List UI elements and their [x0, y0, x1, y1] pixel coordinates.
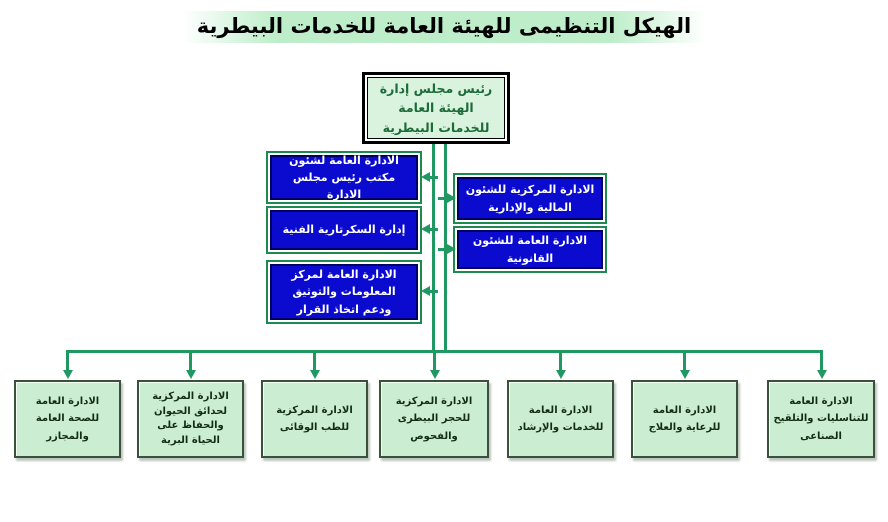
node-chairman-office-affairs-label: الادارة العامة لشئون مكتب رئيس مجلس الادارة [289, 153, 399, 202]
node-chairman-office-affairs [270, 155, 418, 200]
drop-line-1 [66, 350, 69, 371]
node-chairman-label: رئيس مجلس إدارة الهيئة العامة للخدمات البيطرية [379, 80, 493, 135]
drop-arrow-4 [430, 370, 440, 379]
drop-arrow-7 [817, 370, 827, 379]
drop-arrow-6 [680, 370, 690, 379]
dept-preventive-medicine-label: الادارة المركزية للطب الوقائى [276, 404, 353, 433]
node-technical-secretariat [270, 210, 418, 250]
node-information-center [270, 264, 418, 320]
dept-zoos-wildlife-label: الادارة المركزية لحدائق الحيوان والحفاظ على الحياة البرية [152, 391, 229, 446]
drop-arrow-5 [556, 370, 566, 379]
dept-veterinary-quarantine-label: الادارة المركزية للحجر البيطرى والفحوص [395, 395, 473, 442]
node-financial-admin-affairs-label: الادارة المركزية للشئون المالية والإدارية [465, 183, 595, 214]
branch-arrow-information-center [421, 286, 430, 296]
drop-line-6 [683, 350, 686, 371]
title-highlight: الهيكل التنظيمى للهيئة العامة للخدمات البيطرية [183, 11, 705, 43]
distribution-line [66, 350, 823, 353]
dept-public-health-slaughterhouses-label: الادارة العامة للصحة العامة والمجازر [35, 395, 100, 442]
drop-arrow-1 [63, 370, 73, 379]
drop-line-2 [189, 350, 192, 371]
node-legal-affairs [457, 230, 603, 269]
drop-line-5 [559, 350, 562, 371]
dept-care-treatment [631, 380, 738, 458]
branch-arrow-legal-affairs [447, 244, 456, 254]
node-technical-secretariat-label: إدارة السكرتارية الفنية [282, 223, 406, 237]
dept-services-guidance-label: الادارة العامة للخدمات والإرشاد [517, 404, 604, 433]
drop-line-3 [313, 350, 316, 371]
drop-arrow-3 [310, 370, 320, 379]
node-information-center-label: الادارة العامة لمركز المعلومات والتوثيق ودعم اتخاذ القرار [291, 268, 397, 316]
branch-arrow-financial-admin [447, 193, 456, 203]
dept-zoos-wildlife [137, 380, 244, 458]
dept-veterinary-quarantine [379, 380, 489, 458]
dept-reproduction-artificial-insemination [767, 380, 875, 458]
drop-arrow-2 [186, 370, 196, 379]
dept-services-guidance [507, 380, 614, 458]
branch-arrow-secretariat [421, 224, 430, 234]
branch-arrow-office-affairs [421, 172, 430, 182]
drop-line-7 [820, 350, 823, 371]
node-chairman [362, 72, 510, 144]
chart-title [0, 14, 888, 38]
dept-care-treatment-label: الادارة العامة للرعاية والعلاج [648, 404, 721, 433]
drop-line-4 [433, 350, 436, 371]
dept-preventive-medicine [261, 380, 368, 458]
dept-reproduction-artificial-insemination-label: الادارة العامة للتناسليات والتلقيح الصناعى [773, 395, 869, 442]
dept-public-health-slaughterhouses [14, 380, 121, 458]
node-financial-admin-affairs [457, 177, 603, 220]
node-legal-affairs-label: الادارة العامة للشئون القانونية [472, 234, 588, 265]
